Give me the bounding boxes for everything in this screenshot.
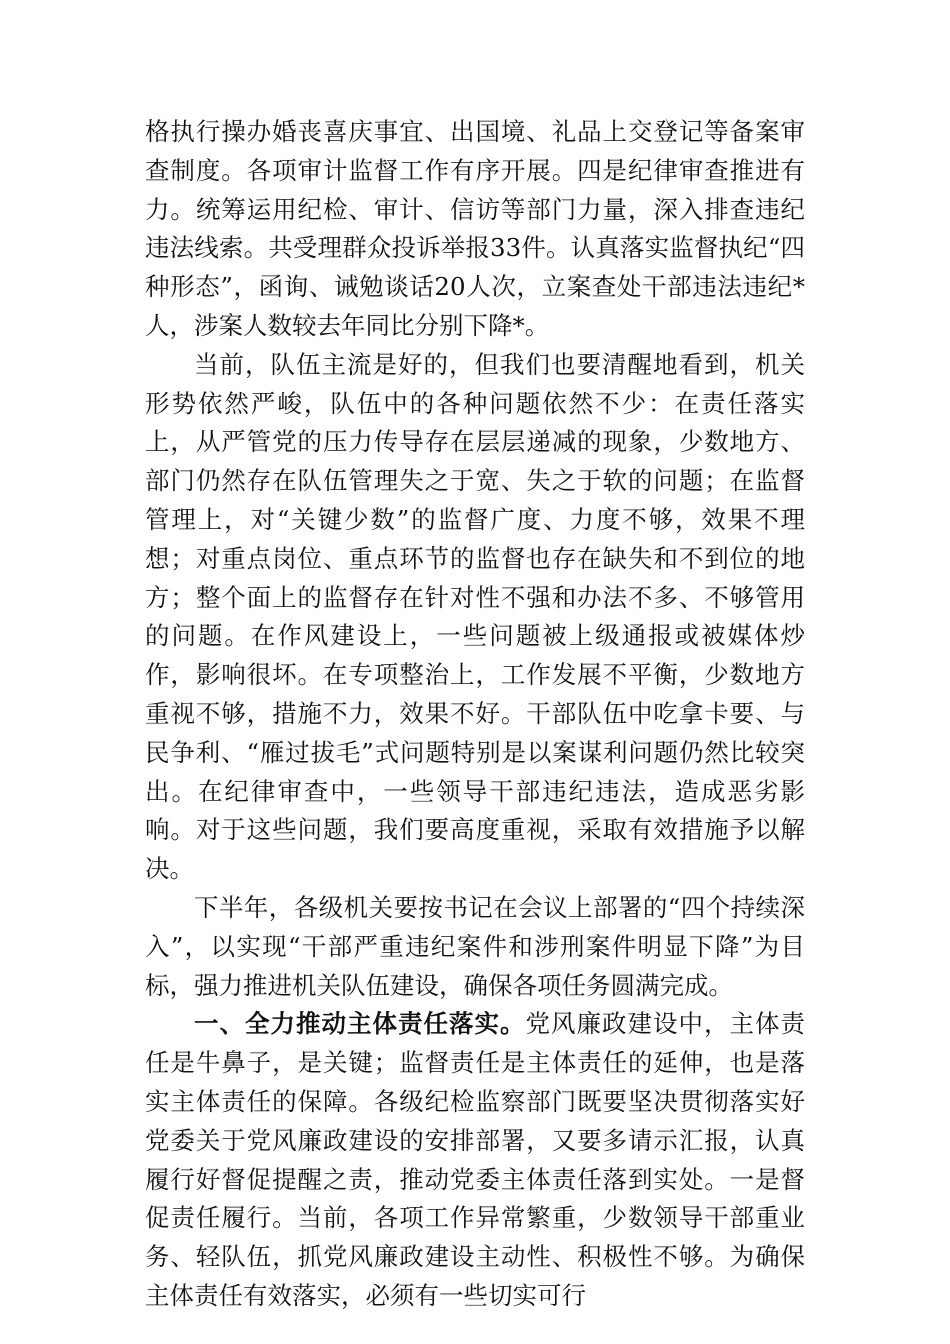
paragraph-3: 下半年，各级机关要按书记在会议上部署的“四个持续深入”，以实现“干部严重违纪案件和涉刑案件明显下降”为目标，强力推进机关队伍建设，确保各项任务圆满完成。 — [145, 892, 805, 1000]
paragraph-4-body: 党风廉政建设中，主体责任是牛鼻子，是关键；监督责任是主体责任的延伸，也是落实主体责任的保障。各级纪检监察部门既要坚决贯彻落实好党委关于党风廉政建设的安排部署，又要多请示汇报，认真履行好督促提醒之责，推动党委主体责任落到实处。一是督促责任履行。当前，各项工作异常繁重，少数领导干部重业务、轻队伍，抓党风廉政建设主动性、积极性不够。为确保主体责任有效落实，必须有一些切实可行 — [145, 1009, 805, 1310]
paragraph-4 — [145, 1005, 805, 1315]
document-body — [145, 113, 805, 1316]
section-heading: 一、全力推动主体责任落实。 — [194, 1009, 526, 1039]
paragraph-2: 当前，队伍主流是好的，但我们也要清醒地看到，机关形势依然严峻，队伍中的各种问题依然不少：在责任落实上，从严管党的压力传导存在层层递减的现象，少数地方、部门仍然存在队伍管理失之于宽、失之于软的问题；在监督管理上，对“关键少数”的监督广度、力度不够，效果不理想；对重点岗位、重点环节的监督也存在缺失和不到位的地方；整个面上的监督存在针对性不强和办法不多、不够管用的问题。在作风建设上，一些问题被上级通报或被媒体炒作，影响很坏。在专项整治上，工作发展不平衡，少数地方重视不够，措施不力，效果不好。干部队伍中吃拿卡要、与民争利、“雁过拔毛”式问题特别是以案谋利问题仍然比较突出。在纪律审查中，一些领导干部违纪违法，造成恶劣影响。对于这些问题，我们要高度重视，采取有效措施予以解决。 — [145, 349, 805, 884]
paragraph-1: 格执行操办婚丧喜庆事宜、出国境、礼品上交登记等备案审查制度。各项审计监督工作有序开展。四是纪律审查推进有力。统筹运用纪检、审计、信访等部门力量，深入排查违纪违法线索。共受理群众投诉举报33件。认真落实监督执纪“四种形态”，函询、诫勉谈话20人次，立案查处干部违法违纪*人，涉案人数较去年同比分别下降*。 — [145, 117, 805, 340]
